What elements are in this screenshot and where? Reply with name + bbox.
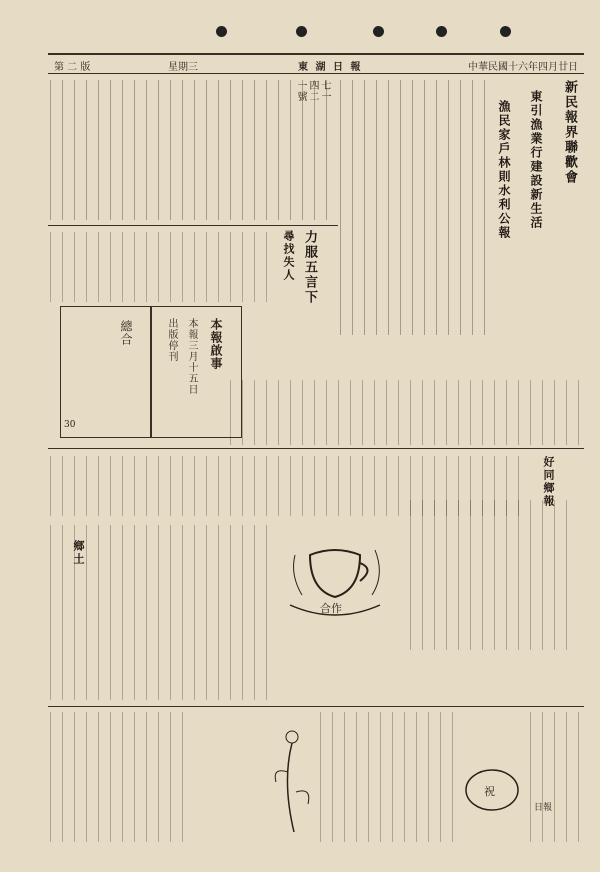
page-number: 30 [64,420,76,430]
headline-right-2: 東引漁業行建設新生活 [529,90,543,230]
article-body [50,232,270,302]
article-body [320,712,460,842]
binder-hole [296,26,307,37]
binder-hole [436,26,447,37]
article-heading: 七一四二一號 [295,80,330,102]
notice-line: 本報三月十五日 [186,318,197,395]
binder-hole [500,26,511,37]
divider [48,448,584,449]
binder-hole [373,26,384,37]
article-body [340,80,490,335]
headline-right-1: 新民報界聯歡會 [562,80,577,185]
article-body [410,500,570,650]
divider [48,706,584,707]
paper-title: 東 湖 日 報 [298,62,363,73]
weekday: 星期三 [168,62,198,73]
lower-right-title: 好同鄉報 [542,456,555,508]
issue-date: 中華民國十六年四月廿日 [468,62,578,73]
section-label: 第 二 版 [54,62,91,73]
flower-illustration [262,722,322,842]
left-box-text: 總合 [119,320,133,346]
notice-title: 本報啟事 [209,318,223,370]
article-body [50,712,190,842]
headline-middle-2: 尋找失人 [282,230,295,282]
article-body [230,380,580,445]
cup-label: 合作 [320,602,342,615]
masthead [48,53,584,74]
article-body [530,712,580,842]
lower-left-title: 鄉土 [72,540,85,566]
divider [48,225,338,226]
headline-right-3: 漁民家戶林則水利公報 [497,100,511,240]
binder-hole [216,26,227,37]
notice-line: 出版停刊 [166,318,177,362]
headline-middle-1: 力服五言下 [302,230,317,305]
bottom-label: 日報 [534,803,553,813]
left-box [60,306,152,438]
circle-label: 祝 [484,785,495,798]
